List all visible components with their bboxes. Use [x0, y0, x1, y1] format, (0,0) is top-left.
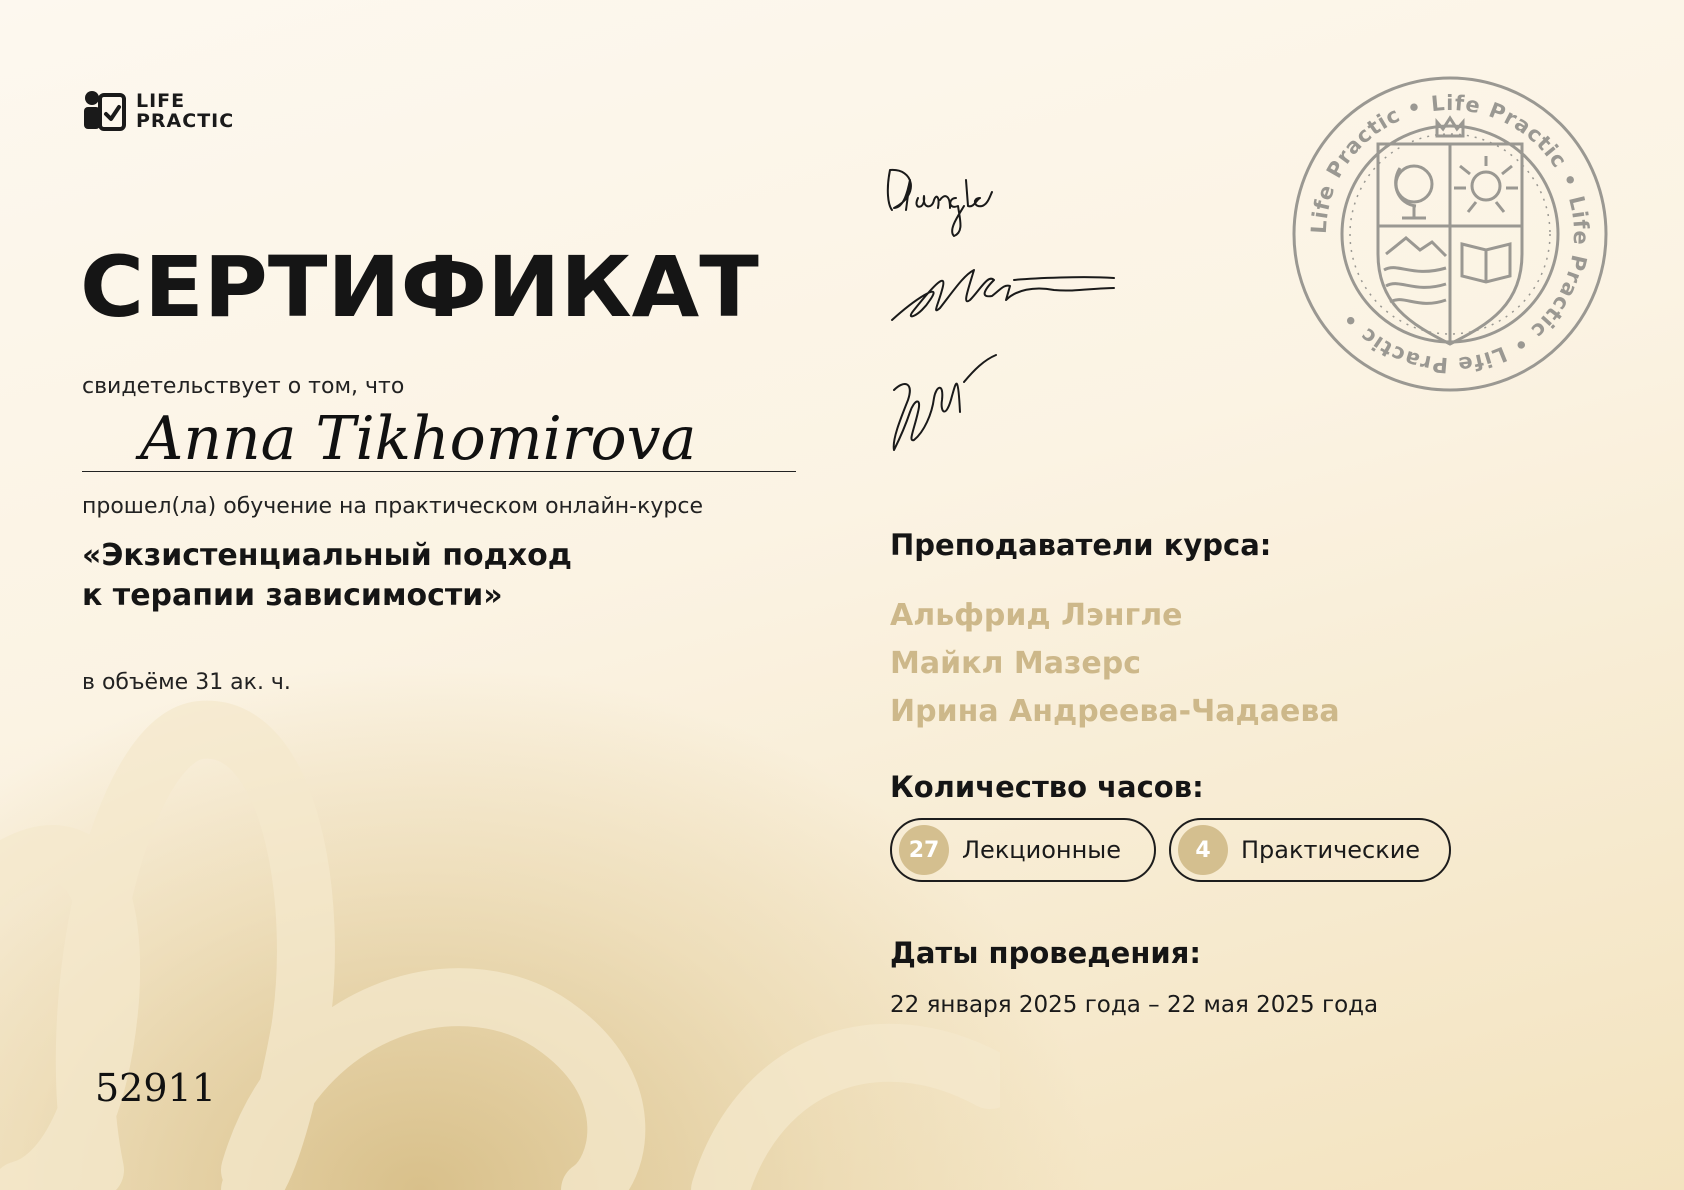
hours-heading: Количество часов: — [890, 770, 1204, 804]
practice-hours-label: Практические — [1241, 836, 1421, 864]
decorative-swirl — [0, 700, 1000, 1190]
teacher-name: Майкл Мазерс — [890, 646, 1142, 681]
name-underline — [82, 471, 796, 472]
teacher-name: Ирина Андреева-Чадаева — [890, 694, 1340, 729]
teachers-list — [890, 592, 1340, 736]
lecture-hours-label: Лекционные — [962, 836, 1122, 864]
brand-logo — [82, 90, 234, 132]
lecture-hours-badge — [890, 818, 1156, 882]
dates-range: 22 января 2025 года – 22 мая 2025 года — [890, 992, 1379, 1018]
signature-2 — [892, 270, 1114, 320]
practice-hours-count: 4 — [1178, 825, 1228, 875]
teacher-name: Альфрид Лэнгле — [890, 598, 1183, 633]
course-title — [82, 536, 572, 616]
course-volume: в объёме 31 ак. ч. — [82, 670, 291, 695]
dates-heading: Даты проведения: — [890, 936, 1201, 970]
certificate-number: 52911 — [95, 1066, 216, 1110]
course-title-line1: «Экзистенциальный подход — [82, 538, 572, 573]
institution-seal — [1290, 74, 1610, 394]
logo-icon — [82, 90, 126, 132]
seal-ring-text: Life Practic • Life Practic • Life Practic • Life Practic • — [1306, 90, 1594, 378]
intro-text: свидетельствует о том, что — [82, 374, 405, 399]
completion-text: прошел(ла) обучение на практическом онлайн-курсе — [82, 494, 703, 519]
logo-text: LIFE PRACTIC — [136, 90, 235, 132]
recipient-name: Anna Tikhomirova — [140, 404, 697, 474]
lecture-hours-count: 27 — [899, 825, 949, 875]
course-title-line2: к терапии зависимости» — [82, 578, 503, 613]
signature-1 — [888, 170, 992, 236]
signature-3 — [894, 355, 996, 450]
teachers-heading: Преподаватели курса: — [890, 528, 1272, 562]
signatures — [884, 150, 1144, 480]
practice-hours-badge — [1169, 818, 1451, 882]
certificate-title: СЕРТИФИКАТ — [80, 238, 759, 336]
